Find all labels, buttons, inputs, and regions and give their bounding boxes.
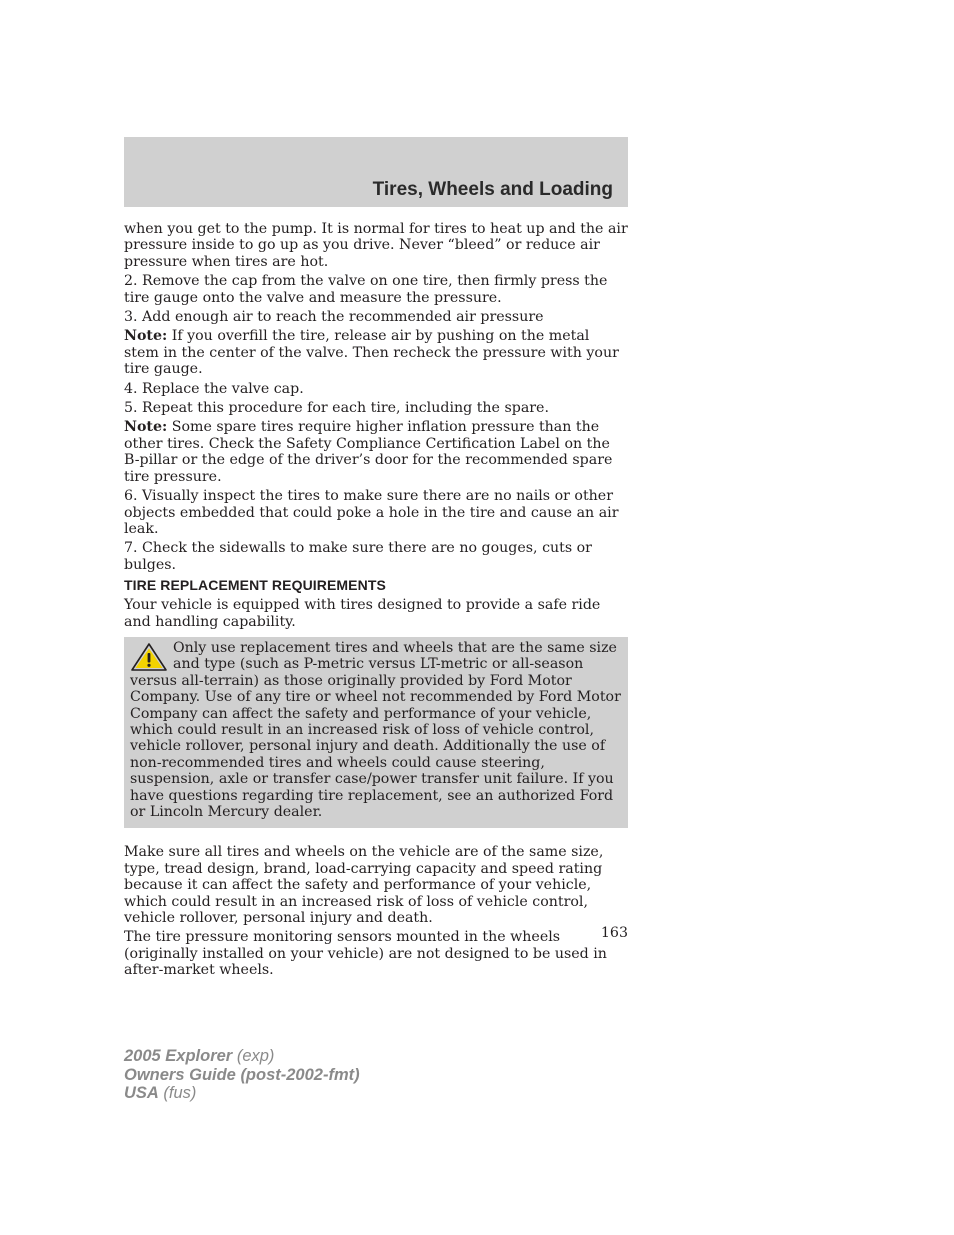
step-4: 4. Replace the valve cap. (124, 380, 304, 397)
paragraph: when you get to the pump. It is normal for tires to heat up and the air pressure inside to go up as you drive. Never “bleed” or reduce air pressure when tires are hot. (124, 221, 628, 270)
note-label: Note: (124, 419, 168, 436)
page-content (124, 221, 628, 982)
step-3: 3. Add enough air to reach the recommended air pressure (124, 309, 544, 326)
footer-model: 2005 Explorer (124, 1047, 233, 1065)
footer-line (124, 1084, 360, 1103)
page-number: 163 (600, 925, 628, 941)
warning-triangle-icon (130, 642, 168, 672)
footer-line (124, 1066, 360, 1085)
paragraph: Your vehicle is equipped with tires designed to provide a safe ride and handling capability. (124, 597, 601, 630)
footer-market: USA (124, 1084, 159, 1102)
note-spare (124, 419, 628, 485)
section-header-band (124, 137, 628, 207)
note-text: Some spare tires require higher inflation pressure than the other tires. Check the Safety Compliance Certification Label on the B-pillar or the edge of the driver’s door for the recommended spare tire pressure. (124, 419, 613, 485)
step-7: 7. Check the sidewalls to make sure there are no gouges, cuts or bulges. (124, 540, 592, 573)
note-text: If you overfill the tire, release air by pushing on the metal stem in the center of the valve. Then recheck the pressure with your tire gauge. (124, 328, 619, 378)
paragraph: Make sure all tires and wheels on the vehicle are of the same size, type, tread design, brand, load-carrying capacity and speed rating because it can affect the safety and performance of your vehicle, which could result in an increased risk of loss of vehicle control, vehicle rollover, personal injury and death. (124, 844, 604, 927)
note-overfill (124, 328, 628, 377)
section-heading: TIRE REPLACEMENT REQUIREMENTS (124, 577, 386, 594)
step-5: 5. Repeat this procedure for each tire, including the spare. (124, 400, 549, 417)
paragraph: The tire pressure monitoring sensors mounted in the wheels (originally installed on your vehicle) are not designed to be used in after-market wheels. (124, 929, 607, 979)
footer-market-code: (fus) (158, 1084, 197, 1102)
warning-box (124, 637, 628, 828)
footer-guide: Owners Guide (post-2002-fmt) (124, 1065, 360, 1084)
section-title: Tires, Wheels and Loading (372, 179, 613, 200)
footer-model-code: (exp) (232, 1047, 275, 1065)
note-label: Note: (124, 328, 168, 345)
warning-text: Only use replacement tires and wheels that are the same size and type (such as P-metric versus LT-metric or all-season versus all-terrain) as those originally provided by Ford Motor Company. Use of any tire or wheel not recommended by Ford Motor Company can affect the safety and performance of your vehicle, which could result in an increased risk of loss of vehicle control, vehicle rollover, personal injury and death. Additionally the use of non-recommended tires and wheels could cause steering, suspension, axle or transfer case/power transfer unit failure. If you have questions regarding tire replacement, see an authorized Ford or Lincoln Mercury dealer. (130, 639, 621, 820)
step-6: 6. Visually inspect the tires to make sure there are no nails or other objects embedded that could poke a hole in the tire and cause an air leak. (124, 488, 619, 537)
document-footer (124, 1047, 360, 1103)
step-2: 2. Remove the cap from the valve on one tire, then firmly press the tire gauge onto the valve and measure the pressure. (124, 273, 608, 306)
footer-line (124, 1047, 360, 1066)
